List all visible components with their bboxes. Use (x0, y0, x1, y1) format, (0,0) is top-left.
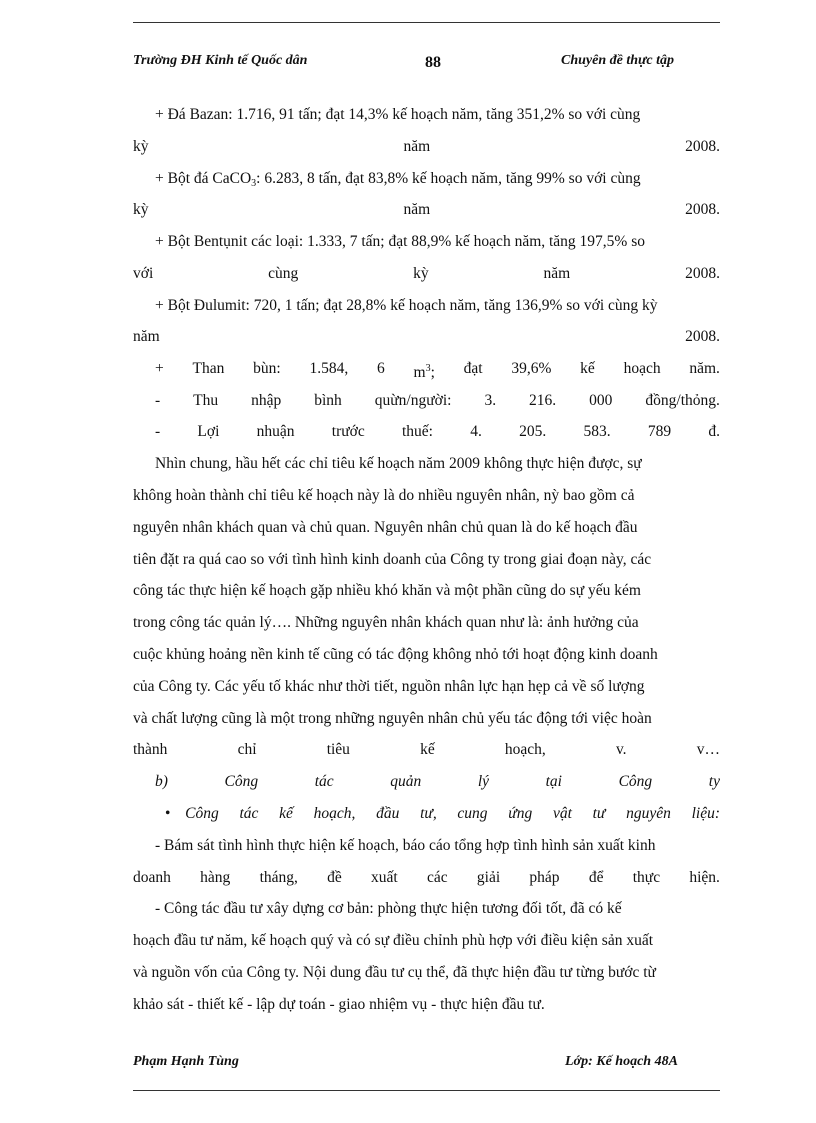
paragraph-line: khảo sát - thiết kế - lập dự toán - giao nhiệm vụ - thực hiện đầu tư. (133, 996, 545, 1013)
text-line-4: kỳ năm 2008. (133, 201, 720, 218)
paragraph-last-line: thành chỉ tiêu kế hoạch, v. v… (133, 741, 720, 758)
paragraph-line: - Công tác đầu tư xây dựng cơ bản: phòng thực hiện tương đối tốt, đã có kế (155, 900, 622, 917)
text-line-6: với cùng kỳ năm 2008. (133, 265, 720, 282)
paragraph-line: và nguồn vốn của Công ty. Nội dung đầu tư cụ thể, đã thực hiện đầu tư từng bước từ (133, 964, 656, 981)
text-line-9: + Than bùn: 1.584, 6 $m^3$; đạt 39,6% kế hoạch năm. (155, 360, 720, 381)
paragraph-line: Nhìn chung, hầu hết các chỉ tiêu kế hoạch năm 2009 không thực hiện được, sự (155, 455, 642, 472)
paragraph-line: hoạch đầu tư năm, kế hoạch quý và có sự điều chỉnh phù hợp với điều kiện sản xuất (133, 932, 654, 949)
text-line-11: - Lợi nhuận trước thuế: 4. 205. 583. 789 đ. (155, 423, 720, 440)
paragraph-line: nguyên nhân khách quan và chủ quan. Nguyên nhân chủ quan là do kế hoạch đầu (133, 519, 638, 536)
bottom-rule (133, 1090, 720, 1091)
bullet-heading: • Công tác kế hoạch, đầu tư, cung ứng vật tư nguyên liệu: (165, 805, 720, 822)
paragraph-line: không hoàn thành chỉ tiêu kế hoạch này là do nhiều nguyên nhân, nỳ bao gồm cả (133, 487, 635, 504)
header-school: Trường ĐH Kinh tế Quốc dân (133, 53, 308, 68)
paragraph-line: trong công tác quản lý…. Những nguyên nhân khách quan như là: ảnh hưởng của (133, 614, 639, 631)
paragraph-line: của Công ty. Các yếu tố khác như thời tiết, nguồn nhân lực hạn hẹp cả về số lượng (133, 678, 645, 695)
text-line-7: + Bột Đulumit: 720, 1 tấn; đạt 28,8% kế hoạch năm, tăng 136,9% so với cùng kỳ (155, 297, 658, 314)
footer-class: Lớp: Kế hoạch 48A (565, 1054, 678, 1069)
paragraph-line: - Bám sát tình hình thực hiện kế hoạch, báo cáo tổng hợp tình hình sản xuất kinh (155, 837, 656, 854)
text-line-8: năm 2008. (133, 328, 720, 345)
paragraph-last-line: doanh hàng tháng, đề xuất các giải pháp để thực hiện. (133, 869, 720, 886)
paragraph-line: công tác thực hiện kế hoạch gặp nhiều khó khăn và một phần cũng do sự yếu kém (133, 582, 641, 599)
text-line-10: - Thu nhập bình quừn/người: 3. 216. 000 đồng/thỏng. (155, 392, 720, 409)
text-line-1: + Đá Bazan: 1.716, 91 tấn; đạt 14,3% kế hoạch năm, tăng 351,2% so với cùng (155, 106, 641, 123)
footer-author: Phạm Hạnh Tùng (133, 1054, 239, 1069)
paragraph-line: cuộc khủng hoảng nền kinh tế cũng có tác động không nhỏ tới hoạt động kinh doanh (133, 646, 658, 663)
paragraph-line: tiên đặt ra quá cao so với tình hình kinh doanh của Công ty trong giai đoạn này, các (133, 551, 652, 568)
top-rule (133, 22, 720, 23)
text-line-2: kỳ năm 2008. (133, 138, 720, 155)
header-topic: Chuyên đề thực tập (561, 53, 675, 68)
paragraph-line: và chất lượng cũng là một trong những nguyên nhân chủ yếu tác động tới việc hoàn (133, 710, 652, 727)
section-heading-b: b) Công tác quản lý tại Công ty (155, 773, 720, 790)
bullet-icon: • (165, 805, 171, 822)
page-number: 88 (425, 54, 441, 71)
text-line-3: + Bột đá CaCO$_3$: 6.283, 8 tấn, đạt 83,8% kế hoạch năm, tăng 99% so với cùng (155, 170, 641, 189)
text-line-5: + Bột Bentụnit các loại: 1.333, 7 tấn; đạt 88,9% kế hoạch năm, tăng 197,5% so (155, 233, 646, 250)
